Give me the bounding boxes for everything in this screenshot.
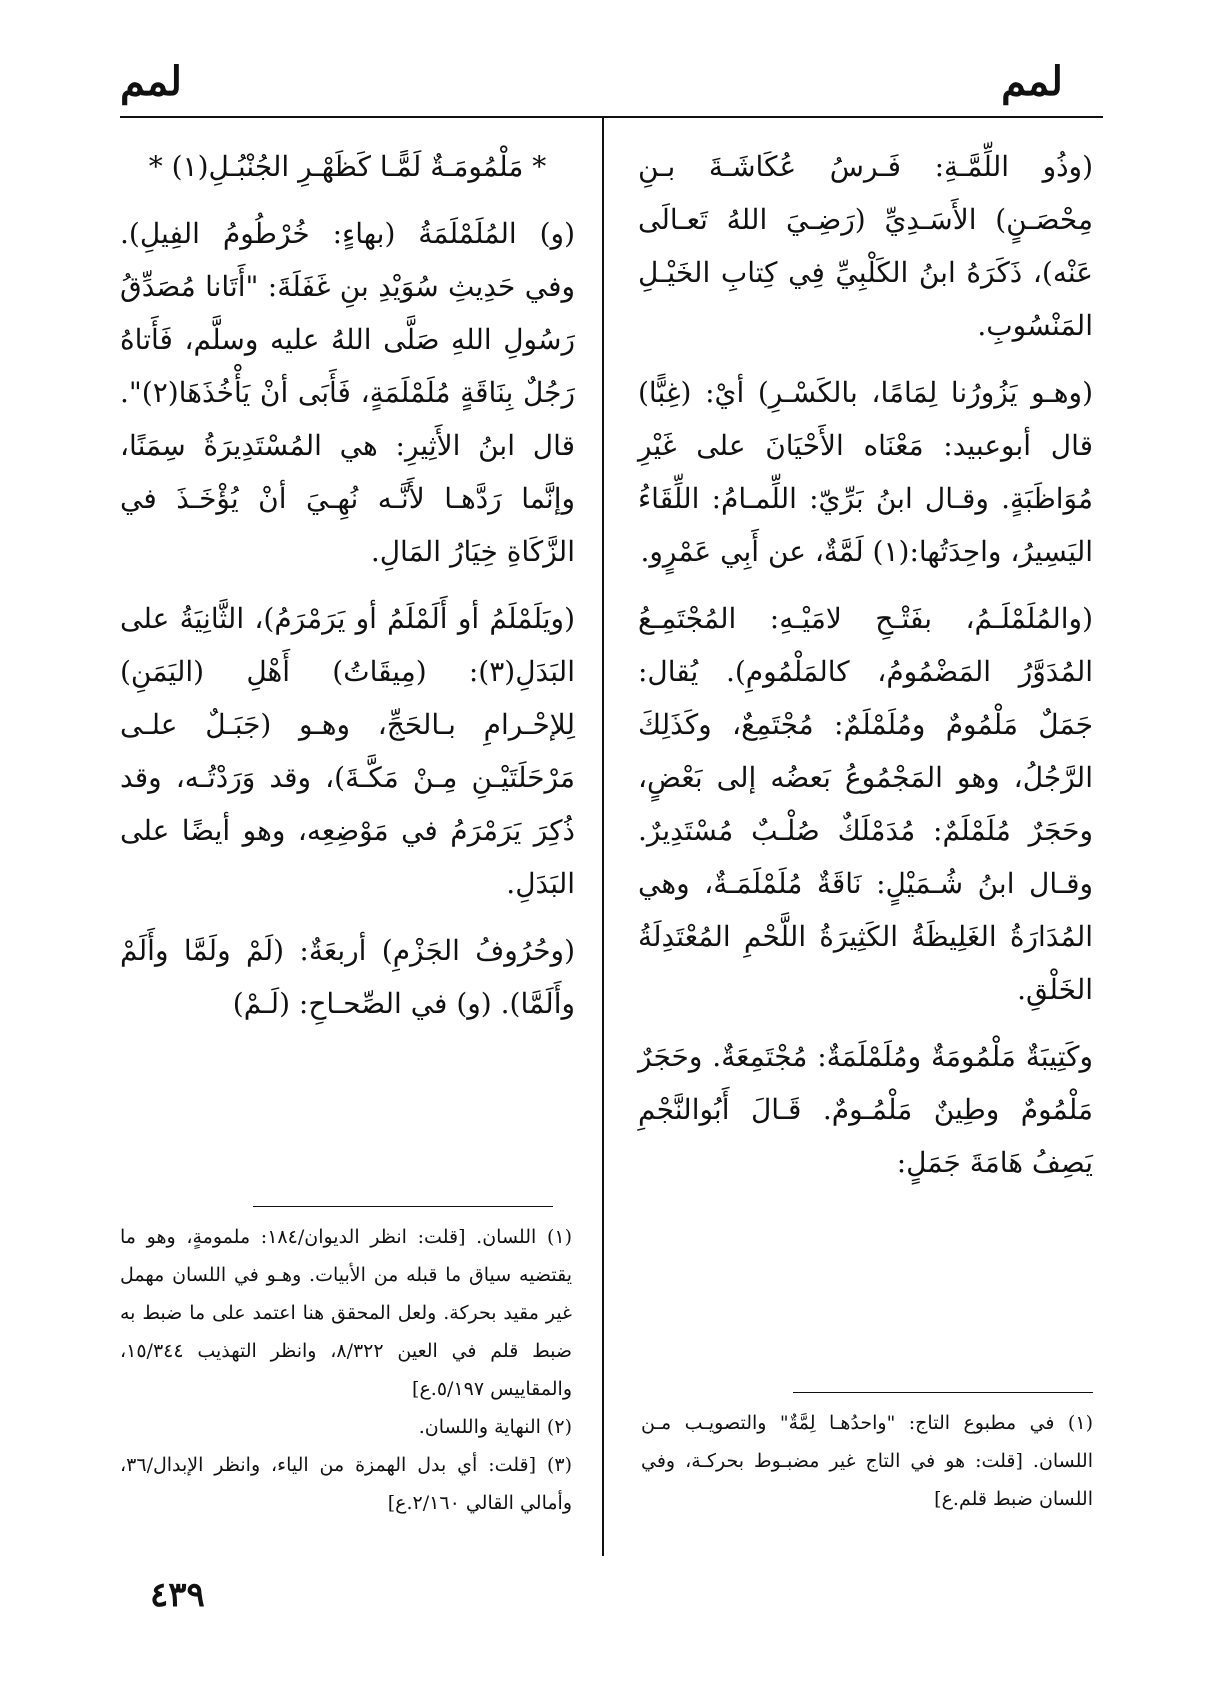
paragraph: (و) المُلَمْلَمَةُ (بهاءٍ: خُرْطُومُ الفِيلِ). وفي حَدِيثِ سُوَيْدِ بنِ غَفَلَةَ: "أَتَانا مُصَدِّقُ رَسُولِ اللهِ صَلَّى اللهُ عليه وسلَّم، فَأَتاهُ رَجُلٌ بِنَاقَةٍ مُلَمْلَمَةٍ، فَأَبَى أنْ يَأْخُذَهَا(٢)". قال ابنُ الأَثِيرِ: هي المُسْتَدِيرَةُ سِمَنًا، وإنَّما رَدَّهـا لأَنَّـه نُهِـيَ أنْ يُؤْخَـذَ في الزَّكَاةِ خِيَارُ المَالِ.	[120, 217, 575, 568]
paragraph: (وذُو اللِّمَّـةِ: فَـرسُ عُكَاشَـةَ بـنِ مِحْصَـنٍ) الأَسَـدِيِّ (رَضِـيَ اللهُ تَعـالَى عَنْه)، ذَكَرَهُ ابنُ الكَلْبِيِّ فِي كِتابِ الخَيْـلِ المَنْسُوبِ.	[638, 150, 1093, 342]
running-header-right: لمم	[1001, 58, 1063, 105]
footnote: (٣) [قلت: أي بدل الهمزة من الياء، وانظر الإبدال/٣٦، وأمالي القالي ٢/١٦٠.ع]	[120, 1454, 572, 1514]
paragraph: (وهـو يَزُورُنا لِمَامًا، بالكَسْـرِ) أيْ: (غِبًّا) قال أبوعبيد: مَعْنَاه الأَحْيَانَ على غَيْرِ مُوَاظَبَةٍ. وقـال ابنُ بَرِّيّ: اللِّمـامُ: اللِّقَاءُ اليَسِيرُ، واحِدَتُها:(١) لَمَّةٌ، عن أَبِي عَمْرٍو.	[638, 376, 1093, 568]
footnote: (٢) النهاية واللسان.	[418, 1416, 572, 1438]
footnote-rule-left	[253, 1206, 553, 1207]
page-number: ٤٣٩	[150, 1575, 205, 1615]
footnote: (١) في مطبوع التاج: "واحدُهـا لِمَّةٌ" والتصويـب مـن اللسان. [قلت: هو في التاج غير مضبـوط بحركـة، وفي اللسان ضبط قلم.ع]	[641, 1412, 1093, 1510]
footnote: (١) اللسان. [قلت: انظر الديوان/١٨٤: ملمومةٍ، وهو ما يقتضيه سياق ما قبله من الأبيات. وهـو في اللسان مهمل غير مقيد بحركة. ولعل المحقق هنا اعتمد على ما ضبط به ضبط قلم في العين ٨/٣٢٢، وانظر التهذيب ١٥/٣٤٤، والمقاييس ٥/١٩٧.ع]	[120, 1226, 573, 1400]
header-rule	[120, 116, 1103, 118]
footnotes-right	[641, 1404, 1093, 1518]
paragraph: وكَتِيبَةٌ مَلْمُومَةٌ ومُلَمْلَمَةٌ: مُجْتَمِعَةٌ. وحَجَرٌ مَلْمُومٌ وطِينٌ مَلْمُـومٌ. قَـالَ أَبُوالنَّجْمِ يَصِفُ هَامَةَ جَمَلٍ:	[638, 1040, 1093, 1179]
column-divider	[602, 116, 604, 1556]
footnote-rule-right	[793, 1392, 1093, 1393]
left-column	[120, 140, 575, 1044]
paragraph: (ويَلَمْلَمُ أو أَلَمْلَمُ أو يَرَمْرَمُ)، الثَّانِيَةُ على البَدَلِ(٣): (مِيقَاتُ) أَهْلِ (اليَمَنِ) لِلإحْـرامِ بـالحَجِّ، وهـو (جَبَـلٌ علـى مَرْحَلَتَيْـنِ مِـنْ مَكَّـةَ)، وقد وَرَدْتُـه، وقد ذُكِرَ يَرَمْرَمُ في مَوْضِعِه، وهو أيضًا على البَدَلِ.	[120, 602, 575, 900]
running-header-left: لمم	[120, 58, 182, 105]
paragraph: (وحُرُوفُ الجَزْمِ) أربعَةٌ: (لَمْ ولَمَّا وأَلَمْ وأَلَمَّا). (و) في الصِّحـاحِ: (لَـمْ)	[120, 934, 575, 1020]
verse-line: * مَلْمُومَـةٌ لَمًّـا كَظَهْـرِ الجُنْبُـلِ(١) *	[148, 150, 547, 183]
paragraph: (والمُلَمْلَـمُ، بفَتْـحِ لامَيْـهِ: المُجْتَمِـعُ المُدَوَّرُ المَضْمُومُ، كالمَلْمُومِ). يُقال: جَمَلٌ مَلْمُومٌ ومُلَمْلَمٌ: مُجْتَمِعٌ، وكَذَلِكَ الرَّجُلُ، وهو المَجْمُوعُ بَعضُه إلى بَعْضٍ، وحَجَرٌ مُلَمْلَمٌ: مُدَمْلَكٌ صُلْـبٌ مُسْتَدِيرٌ. وقـال ابنُ شُـمَيْلٍ: نَاقَةٌ مُلَمْلَمَـةٌ، وهي المُدَارَةُ الغَلِيظَةُ الكَثِيرَةُ اللَّحْمِ المُعْتَدِلَةُ الخَلْقِ.	[638, 602, 1093, 1006]
right-column	[638, 140, 1093, 1203]
footnotes-left	[120, 1218, 572, 1522]
